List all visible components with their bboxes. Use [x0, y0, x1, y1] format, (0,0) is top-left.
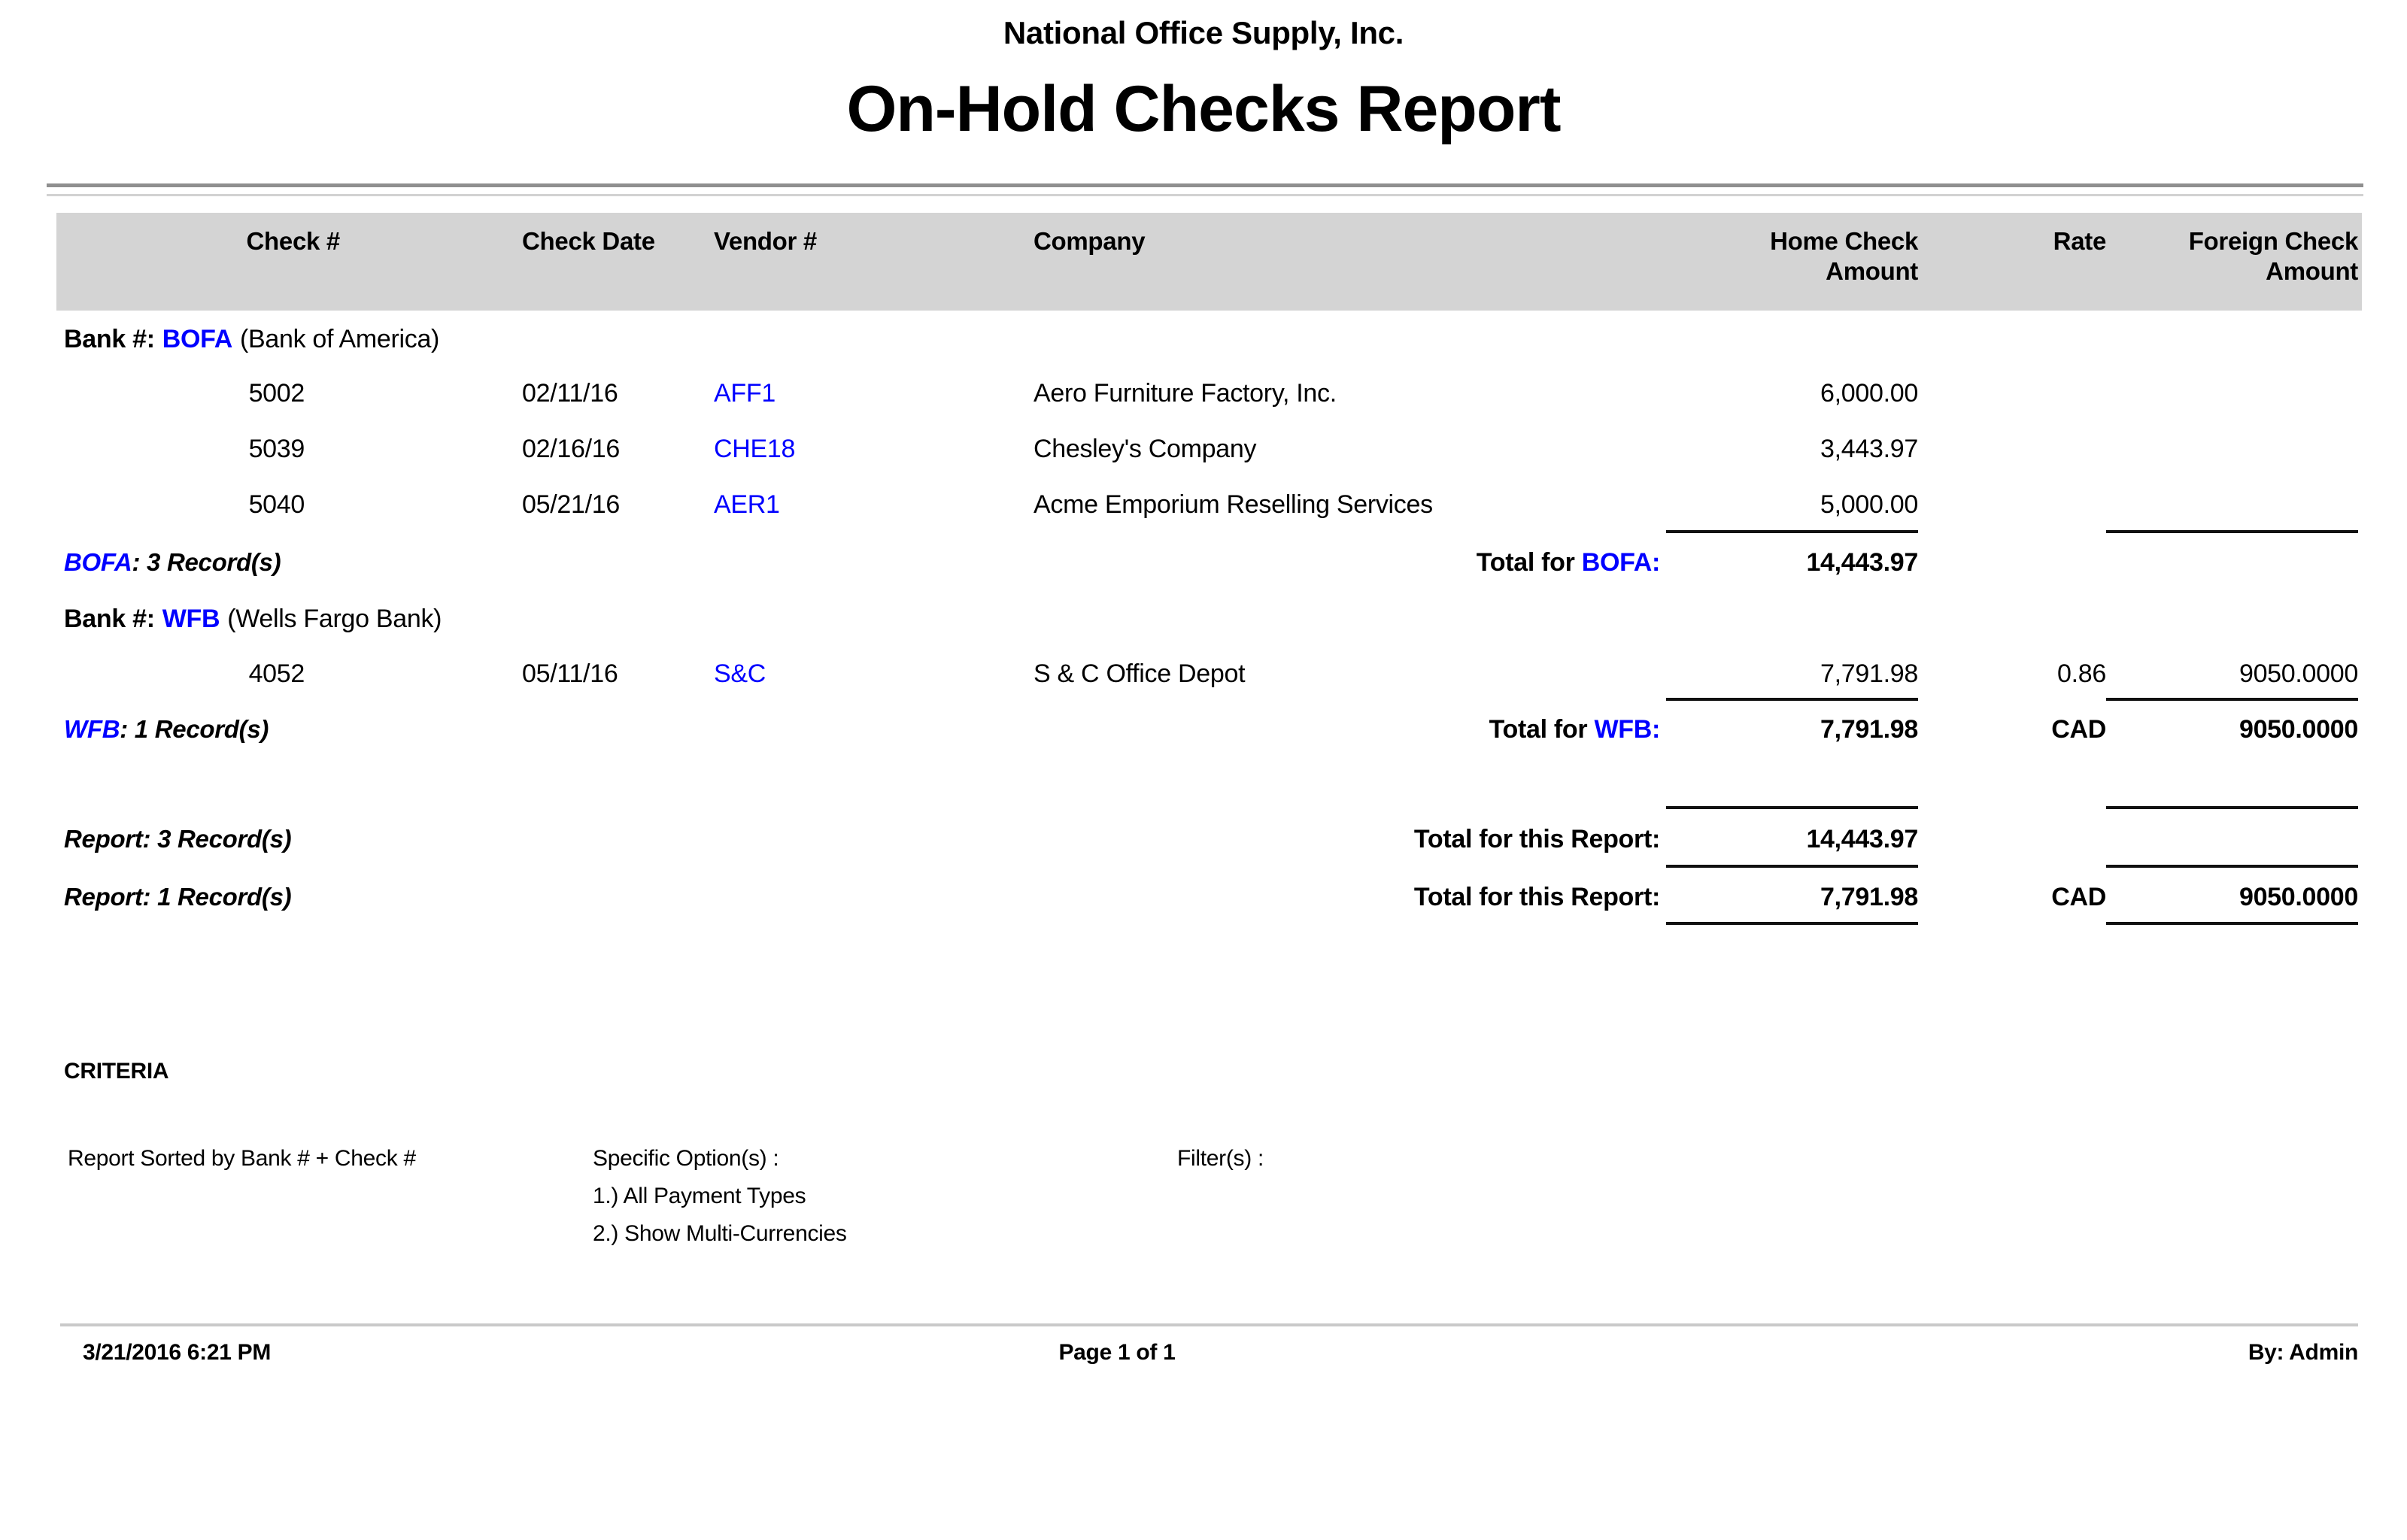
- group-total-row: [56, 547, 2362, 578]
- criteria-option-1: 1.) All Payment Types: [593, 1184, 806, 1208]
- foreign-amount-cell: [2106, 489, 2362, 520]
- home-total-rule: [1666, 698, 1918, 701]
- group-total-foreign-amount: 9050.0000: [2239, 715, 2358, 744]
- record-count-text: : 3 Record(s): [132, 548, 281, 576]
- col-header-foreign-check-amount: [2106, 226, 2362, 311]
- home-amount-cell: 3,443.97: [1820, 435, 1918, 463]
- report-record-count: Report: 3 Record(s): [64, 825, 292, 853]
- foreign-total-rule: [2106, 806, 2358, 809]
- rate-cell: [1918, 433, 2106, 465]
- criteria-heading: CRITERIA: [64, 1059, 169, 1084]
- record-count-text: : 1 Record(s): [120, 715, 269, 743]
- col-header-company: Company: [1034, 227, 1146, 255]
- report-total-foreign-amount: 9050.0000: [2239, 883, 2358, 911]
- col-header-check-no: Check #: [246, 227, 340, 255]
- col-header-check-date: Check Date: [522, 227, 655, 255]
- col-header-vendor-no: Vendor #: [714, 227, 817, 255]
- title-divider-dark: [47, 183, 2363, 187]
- col-header-home-check-amount: [1666, 226, 1918, 311]
- group-record-count: [64, 714, 269, 745]
- group-total-row: [56, 714, 2362, 745]
- company-cell: Chesley's Company: [1034, 435, 1257, 463]
- report-total-foreign-amount: [2106, 823, 2362, 855]
- table-row: [56, 433, 2362, 465]
- footer-page-number: Page 1 of 1: [1058, 1340, 1176, 1365]
- report-total-label: Total for this Report:: [1413, 825, 1660, 853]
- page-title: On-Hold Checks Report: [846, 73, 1561, 145]
- report-total-label: Total for this Report:: [1413, 883, 1660, 911]
- table-row: [56, 658, 2362, 690]
- group-total-rate: [1918, 547, 2106, 578]
- bank-name: (Wells Fargo Bank): [227, 605, 442, 633]
- group-total-foreign-amount: [2106, 547, 2362, 578]
- company-cell: Acme Emporium Reselling Services: [1034, 490, 1433, 519]
- foreign-amount-cell: [2106, 433, 2362, 465]
- home-amount-cell: 7,791.98: [1820, 659, 1918, 688]
- bank-code-link[interactable]: BOFA: [64, 548, 132, 576]
- vendor-code-link[interactable]: CHE18: [714, 435, 796, 463]
- home-total-rule: [1666, 530, 1918, 533]
- report-total-row: [56, 881, 2362, 913]
- foreign-total-rule: [2106, 922, 2358, 925]
- group-total-rate: CAD: [2051, 715, 2106, 744]
- report-total-rate: CAD: [2051, 883, 2106, 911]
- check-no-cell: 4052: [248, 659, 305, 688]
- foreign-total-rule: [2106, 698, 2358, 701]
- foreign-total-rule: [2106, 530, 2358, 533]
- check-date-cell: 05/21/16: [522, 490, 620, 519]
- vendor-code-link[interactable]: AER1: [714, 490, 780, 519]
- vendor-code-link[interactable]: S&C: [714, 659, 766, 688]
- table-header-row: [56, 213, 2362, 311]
- bank-number-label: Bank #:: [64, 325, 155, 353]
- home-total-rule: [1666, 806, 1918, 809]
- rate-cell: [1918, 377, 2106, 409]
- check-no-cell: 5040: [248, 490, 305, 519]
- table-row: [56, 489, 2362, 520]
- check-no-cell: 5039: [248, 435, 305, 463]
- col-header-home-line1: Home Check: [1770, 227, 1918, 255]
- foreign-total-rule: [2106, 865, 2358, 868]
- company-cell: S & C Office Depot: [1034, 659, 1246, 688]
- bank-code-link[interactable]: WFB: [162, 605, 220, 633]
- report-total-row: [56, 823, 2362, 855]
- title-divider-light: [47, 194, 2363, 196]
- report-record-count: Report: 1 Record(s): [64, 883, 292, 911]
- col-header-foreign-line2: Amount: [2266, 257, 2358, 285]
- group-total-home-amount: 7,791.98: [1820, 715, 1918, 744]
- criteria-sort-text: Report Sorted by Bank # + Check #: [68, 1146, 416, 1171]
- bank-code-link[interactable]: BOFA:: [1581, 548, 1660, 577]
- bank-group-header: [56, 323, 2362, 355]
- group-total-home-amount: 14,443.97: [1806, 548, 1918, 577]
- report-total-home-amount: 7,791.98: [1820, 883, 1918, 911]
- bank-code-link[interactable]: WFB: [64, 715, 120, 743]
- foreign-amount-cell: [2106, 377, 2362, 409]
- home-total-rule: [1666, 865, 1918, 868]
- group-total-label: Total for BOFA:: [1476, 548, 1660, 577]
- vendor-code-link[interactable]: AFF1: [714, 379, 776, 408]
- footer-datetime: 3/21/2016 6:21 PM: [83, 1340, 272, 1365]
- rate-cell: 0.86: [2057, 659, 2106, 688]
- criteria-option-2: 2.) Show Multi-Currencies: [593, 1221, 847, 1246]
- check-date-cell: 05/11/16: [522, 659, 618, 688]
- bank-code-link[interactable]: BOFA: [162, 325, 232, 353]
- report-total-home-amount: 14,443.97: [1806, 825, 1918, 853]
- table-row: [56, 377, 2362, 409]
- company-name: National Office Supply, Inc.: [1003, 15, 1404, 50]
- check-date-cell: 02/11/16: [522, 379, 618, 408]
- bank-group-header: [56, 603, 2362, 635]
- home-total-rule: [1666, 922, 1918, 925]
- home-amount-cell: 5,000.00: [1820, 490, 1918, 519]
- check-no-cell: 5002: [248, 379, 305, 408]
- group-total-label: Total for WFB:: [1489, 715, 1660, 744]
- criteria-filters-label: Filter(s) :: [1177, 1146, 1264, 1171]
- home-amount-cell: 6,000.00: [1820, 379, 1918, 408]
- check-date-cell: 02/16/16: [522, 435, 620, 463]
- company-cell: Aero Furniture Factory, Inc.: [1034, 379, 1337, 408]
- col-header-foreign-line1: Foreign Check: [2188, 227, 2358, 255]
- footer-user: By: Admin: [2248, 1340, 2358, 1365]
- bank-code-link[interactable]: WFB:: [1594, 715, 1660, 744]
- foreign-amount-cell: 9050.0000: [2239, 659, 2358, 688]
- report-total-rate: [1918, 823, 2106, 855]
- bank-name: (Bank of America): [239, 325, 440, 353]
- col-header-rate: Rate: [2053, 227, 2106, 255]
- footer-divider: [60, 1323, 2358, 1326]
- criteria-options-label: Specific Option(s) :: [593, 1146, 779, 1171]
- bank-number-label: Bank #:: [64, 605, 155, 633]
- rate-cell: [1918, 489, 2106, 520]
- col-header-home-line2: Amount: [1826, 257, 1918, 285]
- group-record-count: [64, 547, 281, 578]
